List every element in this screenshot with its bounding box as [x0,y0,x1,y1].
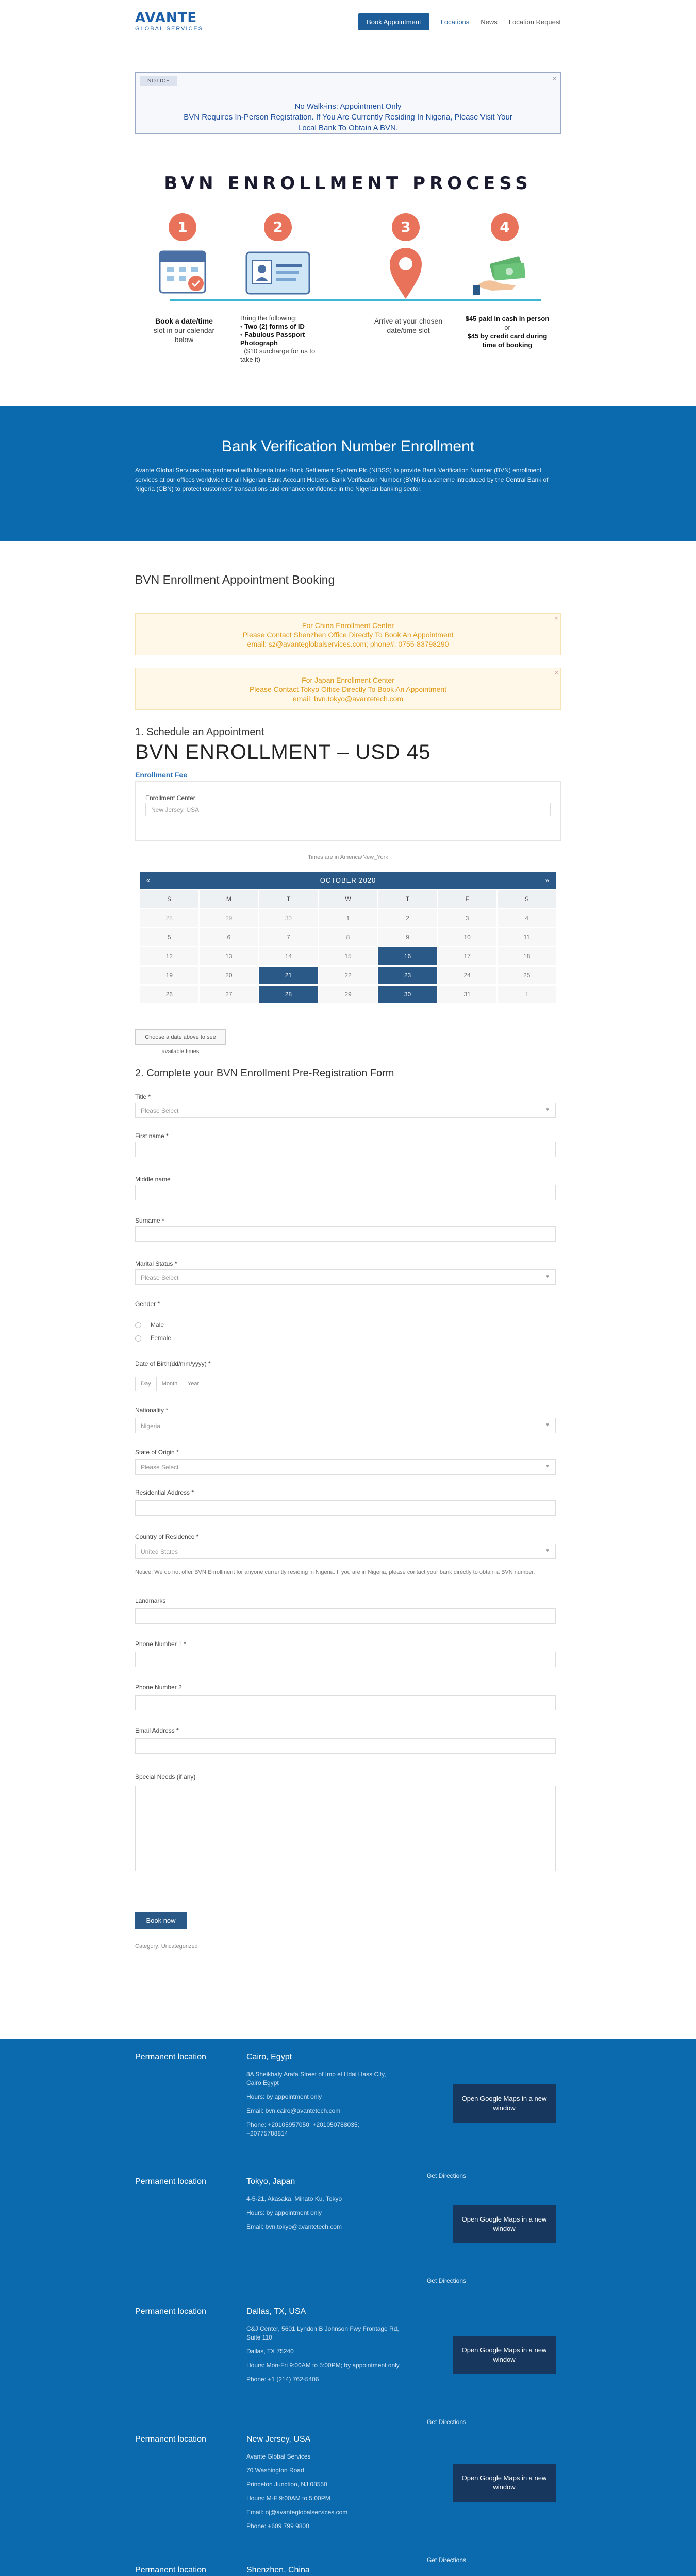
alert-china-line: Please Contact Shenzhen Office Directly To Book An Appointment [242,631,454,639]
middle-name-input[interactable] [135,1185,556,1200]
location-line: Email: bvn.tokyo@avantetech.com [246,2223,342,2230]
step-3-text: Arrive at your chosen date/time slot [374,317,443,334]
calendar-day: 10 [438,928,496,946]
email-input[interactable] [135,1738,556,1754]
nav-locations[interactable]: Locations [440,18,470,26]
location-details [246,2452,401,2536]
chevron-down-icon: ▼ [545,1548,550,1554]
process-title: BVN ENROLLMENT PROCESS [164,173,532,194]
alert-japan-line: Please Contact Tokyo Office Directly To Book An Appointment [249,685,447,693]
gender-female-label: Female [151,1334,172,1342]
calendar-day: 7 [259,928,318,946]
calendar-day: 30 [259,909,318,927]
next-month-icon[interactable]: » [545,876,550,884]
alert-japan-contact: email: bvn.tokyo@avantetech.com [292,694,404,703]
location-line: C&J Center, 5601 Lyndon B Johnson Fwy Frontage Rd, Suite 110 [246,2325,399,2341]
calendar-day: 5 [140,928,198,946]
nav-book-appointment[interactable]: Book Appointment [358,13,429,30]
landmarks-label: Landmarks [135,1597,166,1604]
calendar-day: 27 [200,986,258,1003]
location-line: Hours: by appointment only [246,2093,322,2100]
calendar-weekday: M [200,890,258,908]
first-name-input[interactable] [135,1142,556,1157]
calendar-day: 12 [140,947,198,965]
step-4-number: 4 [491,213,519,241]
location-line: Email: nj@avanteglobalservices.com [246,2509,348,2516]
calendar-day: 1 [319,909,377,927]
calendar-day: 14 [259,947,318,965]
calendar-day: 25 [498,967,556,984]
location-line: Phone: +609 799 9800 [246,2522,309,2530]
logo-title: AVANTE [135,10,197,26]
form-title: 2. Complete your BVN Enrollment Pre-Registration Form [135,1067,394,1079]
location-line: Hours: by appointment only [246,2209,322,2216]
location-city: New Jersey, USA [246,2435,311,2444]
book-now-button[interactable]: Book now [135,1912,187,1929]
location-line: Phone: +20105957050; +201050788035; +20775788814 [246,2121,359,2137]
title-label: Title * [135,1093,151,1100]
calendar-day: 20 [200,967,258,984]
calendar-day: 2 [378,909,437,927]
get-directions-link[interactable]: Get Directions [427,2556,467,2564]
id-card-icon [244,249,311,296]
step-2-item-3: ($10 surcharge for us to take it) [240,347,316,363]
landmarks-input[interactable] [135,1608,556,1624]
calendar-day: 17 [438,947,496,965]
alert-china-contact: email: sz@avanteglobalservices.com; phone#: 0755-83798290 [247,640,449,648]
email-label: Email Address * [135,1727,179,1734]
step-1-text: slot in our calendar below [153,326,215,344]
location-line: Hours: M-F 9:00AM to 5:00PM [246,2495,330,2502]
nationality-label: Nationality * [135,1406,169,1414]
calendar-day: 29 [200,909,258,927]
calendar-weekday: S [498,890,556,908]
notice-text [136,101,560,133]
step-1-number: 1 [169,213,196,241]
calendar-day: 4 [498,909,556,927]
alert-japan [135,668,561,710]
calendar-day: 8 [319,928,377,946]
process-timeline [170,299,541,301]
special-needs-textarea[interactable] [135,1786,556,1871]
calendar-month: OCTOBER 2020 [320,876,376,884]
get-directions-link[interactable]: Get Directions [427,2277,467,2284]
location-pin-icon [388,245,424,302]
state-select-value: Please Select [141,1464,179,1471]
logo-subtitle: GLOBAL SERVICES [135,26,204,32]
calendar-day: 3 [438,909,496,927]
location-details [246,2195,401,2236]
location-label: Permanent location [135,2566,206,2574]
calendar-day: 22 [319,967,377,984]
title-select-value: Please Select [141,1107,179,1114]
step-3-caption [367,316,450,335]
country-select[interactable] [135,1544,556,1559]
category-text: Category: Uncategorized [135,1943,198,1950]
step-2-caption [240,314,323,364]
calendar-day: 15 [319,947,377,965]
location-label: Permanent location [135,2053,206,2061]
location-line: 4-5-21, Akasaka, Minato Ku, Tokyo [246,2195,342,2202]
calendar-weekday: T [378,890,437,908]
location-details [246,2325,401,2389]
hero-section [0,406,696,541]
location-label: Permanent location [135,2435,206,2444]
calendar-day: 24 [438,967,496,984]
country-value: United States [141,1548,178,1555]
marital-select-value: Please Select [141,1274,179,1281]
location-line: Dallas, TX 75240 [246,2348,294,2355]
step-2-item-2: • Fabulous Passport Photograph [240,331,305,347]
center-value: New Jersey, USA [151,806,200,814]
nav-news[interactable]: News [480,18,498,26]
location-label: Permanent location [135,2177,206,2186]
step-4-extra: $45 by credit card during time of booking [467,332,548,349]
calendar-day: 19 [140,967,198,984]
alert-china [135,613,561,655]
calendar-weekday: F [438,890,496,908]
calendar-day: 13 [200,947,258,965]
calendar-day: 1 [498,986,556,1003]
calendar-day: 28 [140,909,198,927]
location-city: Cairo, Egypt [246,2053,292,2061]
step-2-item-1: • Two (2) forms of ID [240,323,305,330]
alert-japan-title: For Japan Enrollment Center [302,676,394,684]
location-line: 8A Sheikhaly Arafa Street of Imp el Hdai Hass City, Cairo Egypt [246,2071,386,2087]
notice-line-1: No Walk-ins: Appointment Only [294,102,402,111]
notice-tag: NOTICE [140,76,177,86]
phone1-input[interactable] [135,1652,556,1667]
get-directions-link[interactable]: Get Directions [427,2418,467,2426]
dob-day[interactable]: Day [135,1377,157,1391]
center-label: Enrollment Center [145,794,195,802]
special-needs-label: Special Needs (if any) [135,1773,196,1781]
site-header [0,0,696,45]
calendar-weekday: W [319,890,377,908]
title-select[interactable] [135,1103,556,1118]
calendar-weekday: T [259,890,318,908]
first-name-label: First name * [135,1132,169,1140]
main-nav [358,13,561,30]
google-maps-button[interactable]: Open Google Maps in a new window [453,2336,556,2374]
step-3-number: 3 [392,213,420,241]
calendar-day: 29 [319,986,377,1003]
notice-line-2: BVN Requires In-Person Registration. If You Are Currently Residing In Nigeria, Please Visit Your Local Bank To Obtain A BVN. [184,113,512,132]
price-title: BVN ENROLLMENT – USD 45 [135,741,431,764]
close-icon[interactable]: × [554,614,558,622]
google-maps-button[interactable]: Open Google Maps in a new window [453,2084,556,2123]
google-maps-button[interactable]: Open Google Maps in a new window [453,2464,556,2502]
step-4-text: or [504,324,510,331]
location-city: Shenzhen, China [246,2566,310,2574]
location-line: Email: bvn.cairo@avantetech.com [246,2107,341,2114]
dob-month[interactable]: Month [159,1377,180,1391]
fee-label: Enrollment Fee [135,771,188,779]
cash-payment-icon [473,255,535,296]
calendar-day: 18 [498,947,556,965]
gender-male-label: Male [151,1321,164,1328]
address-label: Residential Address * [135,1489,194,1496]
chevron-down-icon: ▼ [545,1464,550,1469]
country-note: Notice: We do not offer BVN Enrollment for anyone currently residing in Nigeria. If you are in Nigeria, please contact your bank directly to obtain a BVN number. [135,1569,535,1575]
country-label: Country of Residence * [135,1533,199,1540]
state-select[interactable] [135,1459,556,1475]
dob-year[interactable]: Year [183,1377,204,1391]
location-line: Phone: +1 (214) 762-5406 [246,2376,319,2383]
step-2-number: 2 [264,213,292,241]
calendar-grid [140,890,556,1003]
step-4-title: $45 paid in cash in person [465,315,550,323]
calendar-day: 9 [378,928,437,946]
calendar-header [140,872,556,889]
phone1-label: Phone Number 1 * [135,1640,186,1648]
chevron-down-icon: ▼ [545,1107,550,1113]
calendar-day-available[interactable]: 30 [378,986,437,1003]
google-maps-button[interactable]: Open Google Maps in a new window [453,2205,556,2243]
logo[interactable] [135,11,203,32]
state-label: State of Origin * [135,1449,179,1456]
locations-section [0,2039,696,2576]
hero-text: Avante Global Services has partnered with Nigeria Inter-Bank Settlement System Plc (NIBSS) to provide Bank Verification Number (BVN) enrollment services at our offices worldwide for all Nigerian Bank Account Holders. Bank Verification Number (BVN) is a scheme introduced by the Central Bank of Nigeria (CBN) to protect customers' transactions and enhance confidence in the Nigerian banking sector. [135,467,549,493]
get-directions-link[interactable]: Get Directions [427,2172,467,2179]
location-label: Permanent location [135,2307,206,2316]
booking-title: BVN Enrollment Appointment Booking [135,573,335,586]
calendar-day: 31 [438,986,496,1003]
calendar-day: 11 [498,928,556,946]
location-details [246,2070,401,2143]
schedule-title: 1. Schedule an Appointment [135,726,264,738]
chevron-down-icon: ▼ [545,1274,550,1280]
location-city: Tokyo, Japan [246,2177,295,2186]
gender-female-radio[interactable] [135,1335,141,1342]
calendar-day-available[interactable]: 21 [259,967,318,984]
surname-label: Surname * [135,1217,164,1224]
calendar-day-available[interactable]: 23 [378,967,437,984]
calendar-icon [157,246,208,296]
nationality-value: Nigeria [141,1422,161,1430]
dob-label: Date of Birth(dd/mm/yyyy) * [135,1360,211,1367]
prev-month-icon[interactable]: « [146,876,151,884]
alert-china-title: For China Enrollment Center [302,621,394,630]
location-line: 70 Washington Road [246,2467,304,2474]
calendar-day: 6 [200,928,258,946]
nationality-select[interactable] [135,1418,556,1433]
marital-select[interactable] [135,1269,556,1285]
chevron-down-icon: ▼ [545,1422,550,1428]
calendar-day-available[interactable]: 16 [378,947,437,965]
hero-title: Bank Verification Number Enrollment [221,438,475,455]
address-input[interactable] [135,1500,556,1516]
choose-date-button[interactable]: Choose a date above to see available times [135,1029,226,1045]
step-1-title: Book a date/time [155,317,213,325]
timezone-note: Times are in America/New_York [308,854,388,860]
calendar-weekday: S [140,890,198,908]
notice-box [135,72,561,134]
center-select[interactable] [145,803,551,816]
nav-location-request[interactable]: Location Request [508,18,561,26]
surname-input[interactable] [135,1226,556,1242]
step-4-caption [462,314,553,349]
location-line: Princeton Junction, NJ 08550 [246,2481,327,2488]
marital-label: Marital Status * [135,1260,177,1267]
calendar-day-available[interactable]: 28 [259,986,318,1003]
location-line: Hours: Mon-Fri 9:00AM to 5:00PM; by appointment only [246,2362,400,2369]
gender-male-radio[interactable] [135,1322,141,1328]
close-icon[interactable]: × [554,669,558,676]
middle-name-label: Middle name [135,1176,171,1183]
step-1-caption [145,316,223,344]
phone2-label: Phone Number 2 [135,1684,182,1691]
phone2-input[interactable] [135,1695,556,1710]
calendar-day: 26 [140,986,198,1003]
location-city: Dallas, TX, USA [246,2307,306,2316]
gender-label: Gender * [135,1300,160,1308]
location-line: Avante Global Services [246,2453,311,2460]
step-2-text: Bring the following: [240,314,297,322]
close-icon[interactable]: × [552,74,557,82]
